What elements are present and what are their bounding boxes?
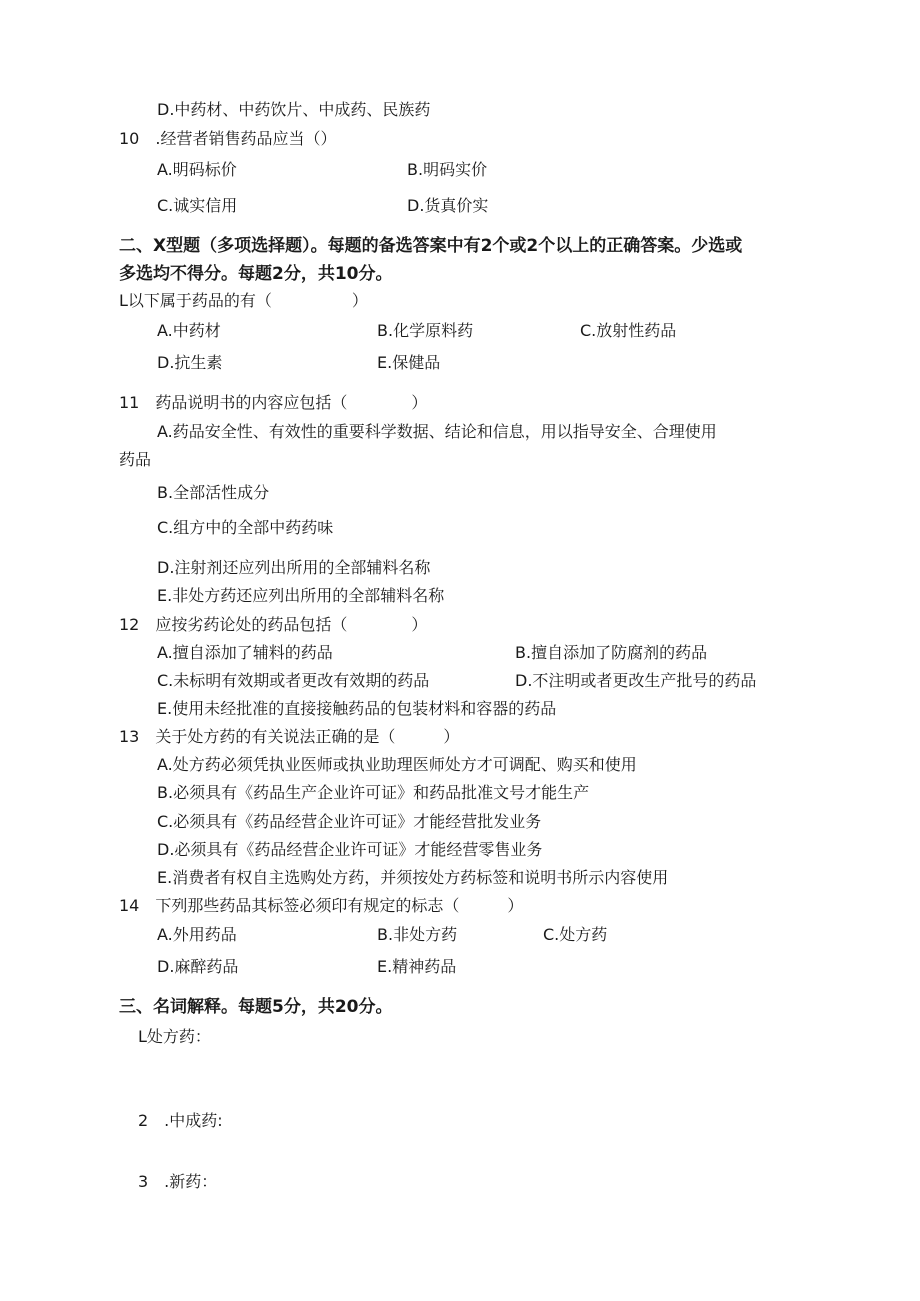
m11-option-e: E.非处方药还应列出所用的全部辅料名称 [157,586,445,605]
m14-option-c: C.处方药 [543,925,608,944]
m11-option-b: B.全部活性成分 [157,483,270,502]
term-2: 2 .中成药: [138,1111,223,1130]
m11-stem: 11 药品说明书的内容应包括（ ） [119,393,428,412]
m13-stem: 13 关于处方药的有关说法正确的是（ ） [119,727,460,746]
m12-option-e: E.使用未经批准的直接接触药品的包装材料和容器的药品 [157,699,557,718]
section2-heading-line2: 多选均不得分。每题2分，共10分。 [119,264,393,284]
m11-option-d: D.注射剂还应列出所用的全部辅料名称 [157,558,431,577]
m1-option-d: D.抗生素 [157,353,223,372]
m12-option-a: A.擅自添加了辅料的药品 [157,643,333,662]
m1-option-a: A.中药材 [157,321,221,340]
q10-stem: 10 .经营者销售药品应当（） [119,129,337,148]
m12-option-b: B.擅自添加了防腐剂的药品 [515,643,708,662]
m11-option-c: C.组方中的全部中药药味 [157,518,334,537]
m14-option-a: A.外用药品 [157,925,237,944]
m12-option-d: D.不注明或者更改生产批号的药品 [515,671,757,690]
m1-option-e: E.保健品 [377,353,441,372]
term-3: 3 .新药： [138,1172,218,1191]
m12-stem: 12 应按劣药论处的药品包括（ ） [119,615,428,634]
q10-option-d: D.货真价实 [407,196,489,215]
q9-option-d: D.中药材、中药饮片、中成药、民族药 [157,100,431,119]
m13-option-b: B.必须具有《药品生产企业许可证》和药品批准文号才能生产 [157,783,590,802]
m11-option-a: A.药品安全性、有效性的重要科学数据、结论和信息，用以指导安全、合理使用 [157,422,717,441]
section3-heading: 三、名词解释。每题5分，共20分。 [119,997,393,1017]
section2-heading-line1: 二、X型题（多项选择题）。每题的备选答案中有2个或2个以上的正确答案。少选或 [119,236,743,256]
m14-option-e: E.精神药品 [377,957,457,976]
m1-option-c: C.放射性药品 [580,321,677,340]
m12-option-c: C.未标明有效期或者更改有效期的药品 [157,671,430,690]
q10-option-b: B.明码实价 [407,160,488,179]
m1-option-b: B.化学原料药 [377,321,474,340]
m11-option-a-cont: 药品 [119,450,152,469]
m13-option-a: A.处方药必须凭执业医师或执业助理医师处方才可调配、购买和使用 [157,755,637,774]
m14-option-b: B.非处方药 [377,925,458,944]
term-1: L处方药： [138,1027,211,1046]
m13-option-d: D.必须具有《药品经营企业许可证》才能经营零售业务 [157,840,543,859]
m14-stem: 14 下列那些药品其标签必须印有规定的标志（ ） [119,896,524,915]
q10-option-c: C.诚实信用 [157,196,238,215]
m1-stem: L以下属于药品的有（ ） [119,291,368,310]
m13-option-c: C.必须具有《药品经营企业许可证》才能经营批发业务 [157,812,542,831]
m14-option-d: D.麻醉药品 [157,957,239,976]
q10-option-a: A.明码标价 [157,160,237,179]
m13-option-e: E.消费者有权自主选购处方药，并须按处方药标签和说明书所示内容使用 [157,868,669,887]
